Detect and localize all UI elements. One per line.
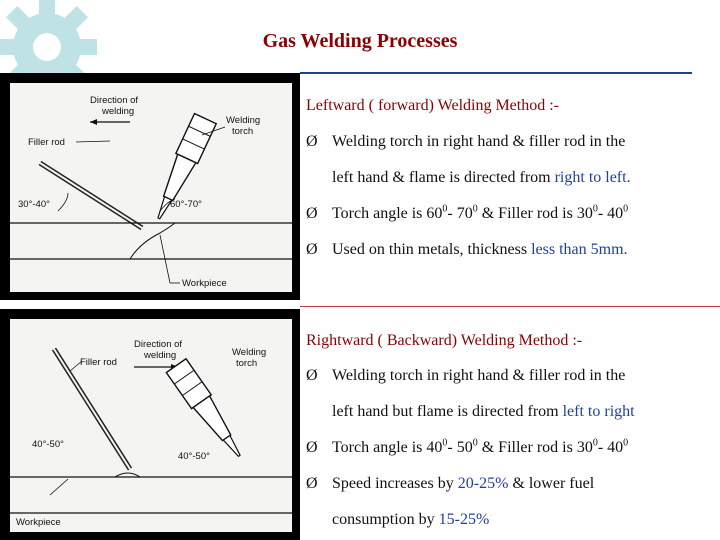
section-divider	[300, 306, 720, 307]
direction-label-line1: Direction of	[90, 95, 139, 106]
rod-angle-label: 30°-40°	[18, 199, 50, 210]
direction-label-line2: welding	[102, 106, 135, 117]
direction-arrowhead	[90, 119, 97, 125]
torch-label-line2: torch	[232, 126, 254, 137]
title-underline	[300, 72, 692, 74]
torch-label-line1: Welding	[226, 115, 261, 126]
torch-angle-label: 40°-50°	[178, 451, 210, 462]
bullet-arrow-icon: Ø	[306, 241, 318, 258]
leftward-welding-figure	[0, 73, 300, 300]
filler-rod-label: Filler rod	[80, 357, 117, 368]
direction-label-line1: Direction of	[134, 339, 183, 350]
leftward-welding-diagram	[10, 83, 292, 292]
rightward-welding-diagram	[10, 319, 292, 532]
filler-leader	[76, 141, 110, 142]
bullet-arrow-icon: Ø	[306, 367, 318, 384]
page-title: Gas Welding Processes	[262, 30, 458, 52]
torch-label-line1: Welding	[232, 347, 267, 358]
leftward-heading: Leftward ( forward) Welding Method :-	[306, 97, 559, 114]
rightward-bullet-1: Ø Welding torch in right hand & filler rod in the	[306, 367, 626, 384]
leftward-bullet-3: Ø Used on thin metals, thickness less than 5mm.	[306, 241, 628, 258]
rightward-bullet-2: Ø Torch angle is $40^0-$ $50^0$ & Filler rod is $30^0-$ $40^0$	[306, 437, 629, 456]
rod-angle-label: 40°-50°	[32, 439, 64, 450]
leftward-bullet-2: Ø Torch angle is $60^0-$ $70^0$ & Filler rod is $30^0-$ $40^0$	[306, 203, 629, 222]
torch-label-line2: torch	[236, 358, 258, 369]
rightward-bullet-3-cont: consumption by 15-25%	[332, 511, 490, 528]
leftward-bullet-1: Ø Welding torch in right hand & filler rod in the	[306, 133, 626, 150]
direction-label-line2: welding	[144, 350, 177, 361]
filler-rod-label: Filler rod	[28, 137, 65, 148]
welding-torch	[166, 359, 249, 463]
weld-bead	[130, 223, 175, 259]
rightward-welding-figure	[0, 309, 300, 540]
rightward-bullet-3: Ø Speed increases by 20-25% & lower fuel	[306, 475, 595, 492]
leftward-bullet-1-cont: left hand & flame is directed from right to left.	[332, 169, 631, 186]
rightward-bullet-1-cont: left hand but flame is directed from left to right	[332, 403, 635, 420]
bullet-arrow-icon: Ø	[306, 475, 318, 492]
workpiece-label: Workpiece	[182, 278, 227, 289]
bullet-arrow-icon: Ø	[306, 133, 318, 150]
bullet-arrow-icon: Ø	[306, 439, 318, 456]
workpiece-label: Workpiece	[16, 517, 61, 528]
rightward-heading: Rightward ( Backward) Welding Method :-	[306, 332, 583, 349]
torch-angle-label: 60°-70°	[170, 199, 202, 210]
bullet-arrow-icon: Ø	[306, 205, 318, 222]
